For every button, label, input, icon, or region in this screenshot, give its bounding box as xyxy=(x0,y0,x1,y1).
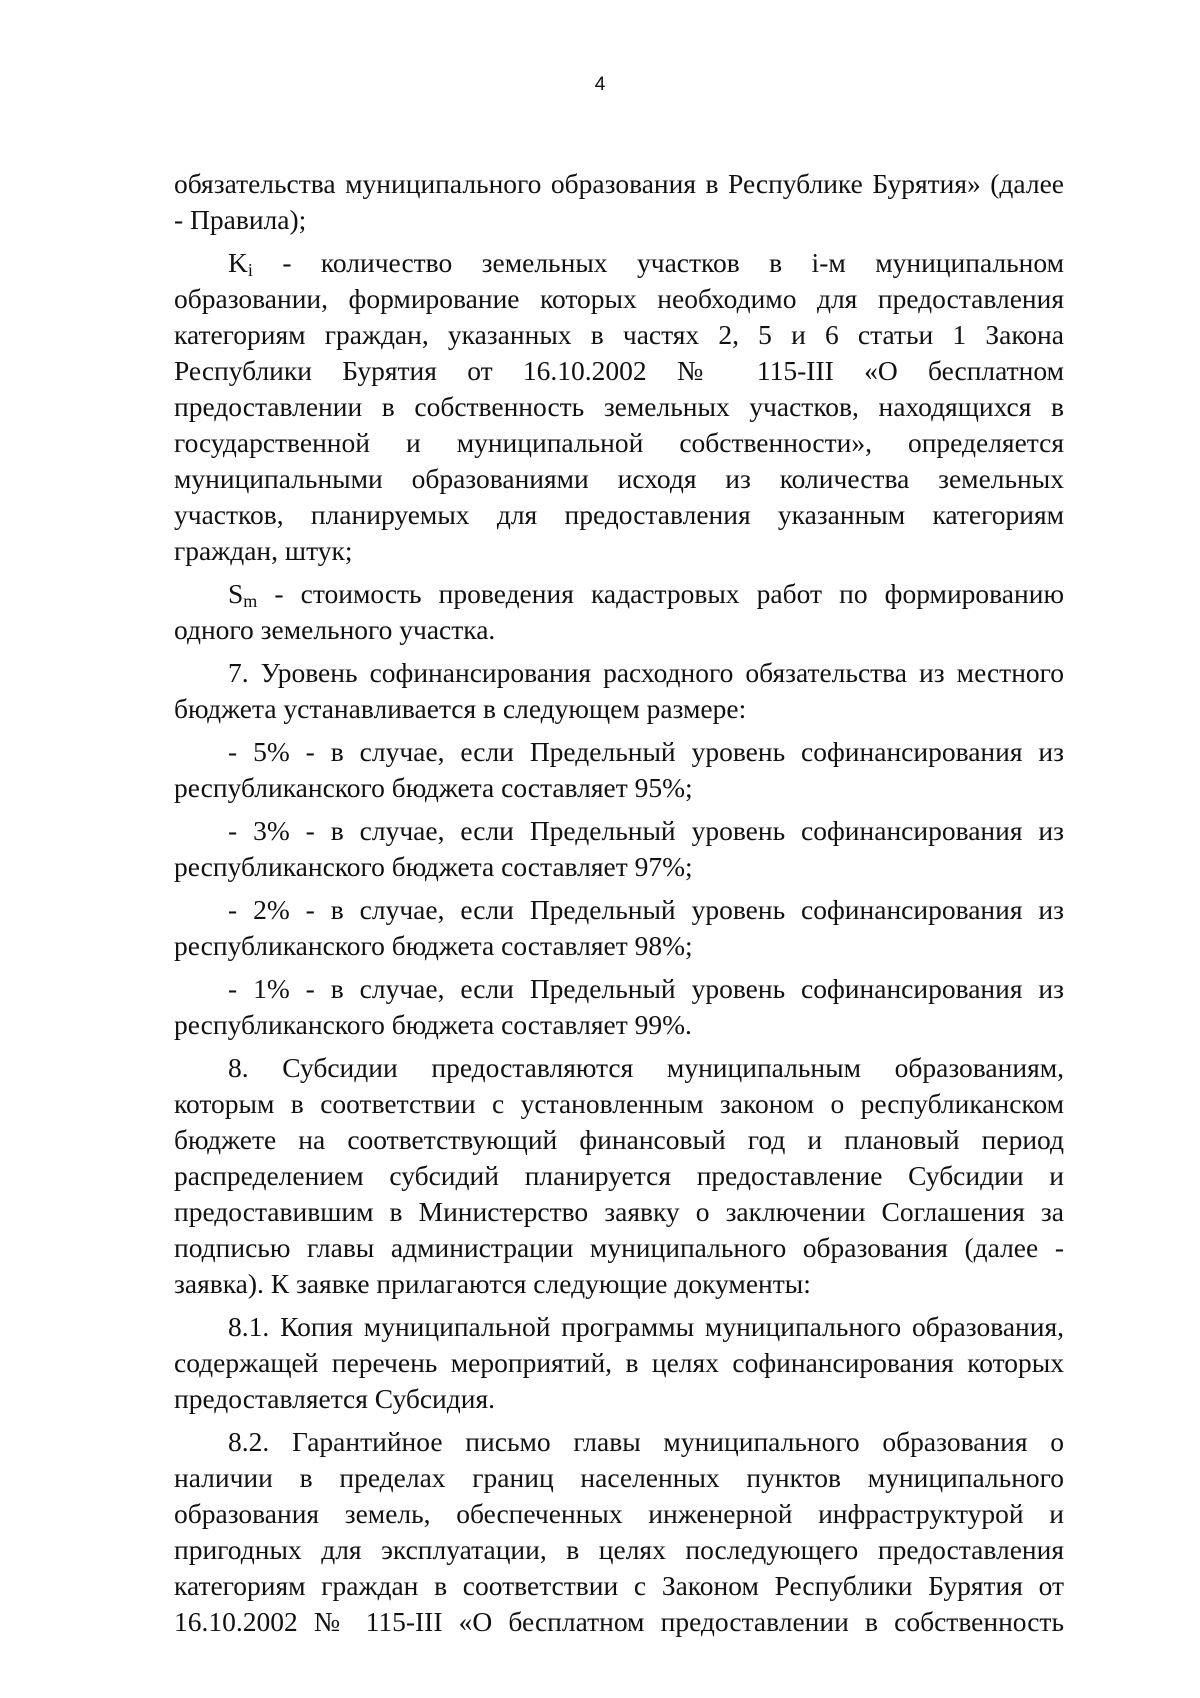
formula-subscript: m xyxy=(243,591,258,611)
list-item-3-percent xyxy=(174,813,1064,885)
paragraph-item-8 xyxy=(174,1050,1064,1302)
paragraph-text: - 5% - в случае, если Предельный уровень софинансирования из республиканского бюджета составляет 95%; xyxy=(174,736,1064,803)
paragraph-sm-definition xyxy=(174,576,1064,648)
list-item-1-percent xyxy=(174,971,1064,1043)
paragraph-text: - 3% - в случае, если Предельный уровень софинансирования из республиканского бюджета составляет 97%; xyxy=(174,815,1064,882)
document-body xyxy=(174,166,1064,1647)
paragraph-text: 7. Уровень софинансирования расходного обязательства из местного бюджета устанавливается в следующем размере: xyxy=(174,657,1064,724)
list-item-2-percent xyxy=(174,892,1064,964)
paragraph-text: - количество земельных участков в i-м муниципальном образовании, формирование которых необходимо для предоставления категориям граждан, указанных в частях 2, 5 и 6 статьи 1 Закона Республики Бурятия от 16.10.2002 № 115-III «О бесплатном предоставлении в собственность земельных участков, находящихся в государственной и муниципальной собственности», определяется муниципальными образованиями исходя из количества земельных участков, планируемых для предоставления указанным категориям граждан, штук; xyxy=(174,247,1064,566)
paragraph-text: 8.2. Гарантийное письмо главы муниципального образования о наличии в пределах границ населенных пунктов муниципального образования земель, обеспеченных инженерной инфраструктурой и пригодных для эксплуатации, в целях последующего предоставления категориям граждан в соответствии с Законом Республики Бурятия от 16.10.2002 № 115-III «О бесплатном предоставлении в собственность xyxy=(174,1426,1064,1637)
paragraph-rules-continuation xyxy=(174,166,1064,238)
paragraph-text: - стоимость проведения кадастровых работ по формированию одного земельного участка. xyxy=(174,578,1064,645)
formula-symbol: S xyxy=(228,578,244,609)
paragraph-ki-definition xyxy=(174,245,1064,569)
formula-subscript: i xyxy=(247,260,253,280)
page-number: 4 xyxy=(594,74,606,95)
list-item-5-percent xyxy=(174,734,1064,806)
paragraph-text: 8.1. Копия муниципальной программы муниципального образования, содержащей перечень мероприятий, в целях софинансирования которых предоставляется Субсидия. xyxy=(174,1311,1064,1414)
formula-symbol: K xyxy=(228,247,248,278)
paragraph-text: обязательства муниципального образования в Республике Бурятия» (далее - Правила); xyxy=(174,168,1064,235)
paragraph-text: - 1% - в случае, если Предельный уровень софинансирования из республиканского бюджета составляет 99%. xyxy=(174,973,1064,1040)
paragraph-text: 8. Субсидии предоставляются муниципальным образованиям, которым в соответствии с установленным законом о республиканском бюджете на соответствующий финансовый год и плановый период распределением субсидий планируется предоставление Субсидии и предоставившим в Министерство заявку о заключении Соглашения за подписью главы администрации муниципального образования (далее - заявка). К заявке прилагаются следующие документы: xyxy=(174,1052,1064,1299)
paragraph-text: - 2% - в случае, если Предельный уровень софинансирования из республиканского бюджета составляет 98%; xyxy=(174,894,1064,961)
paragraph-item-8-2 xyxy=(174,1424,1064,1640)
paragraph-item-7 xyxy=(174,655,1064,727)
paragraph-item-8-1 xyxy=(174,1309,1064,1417)
